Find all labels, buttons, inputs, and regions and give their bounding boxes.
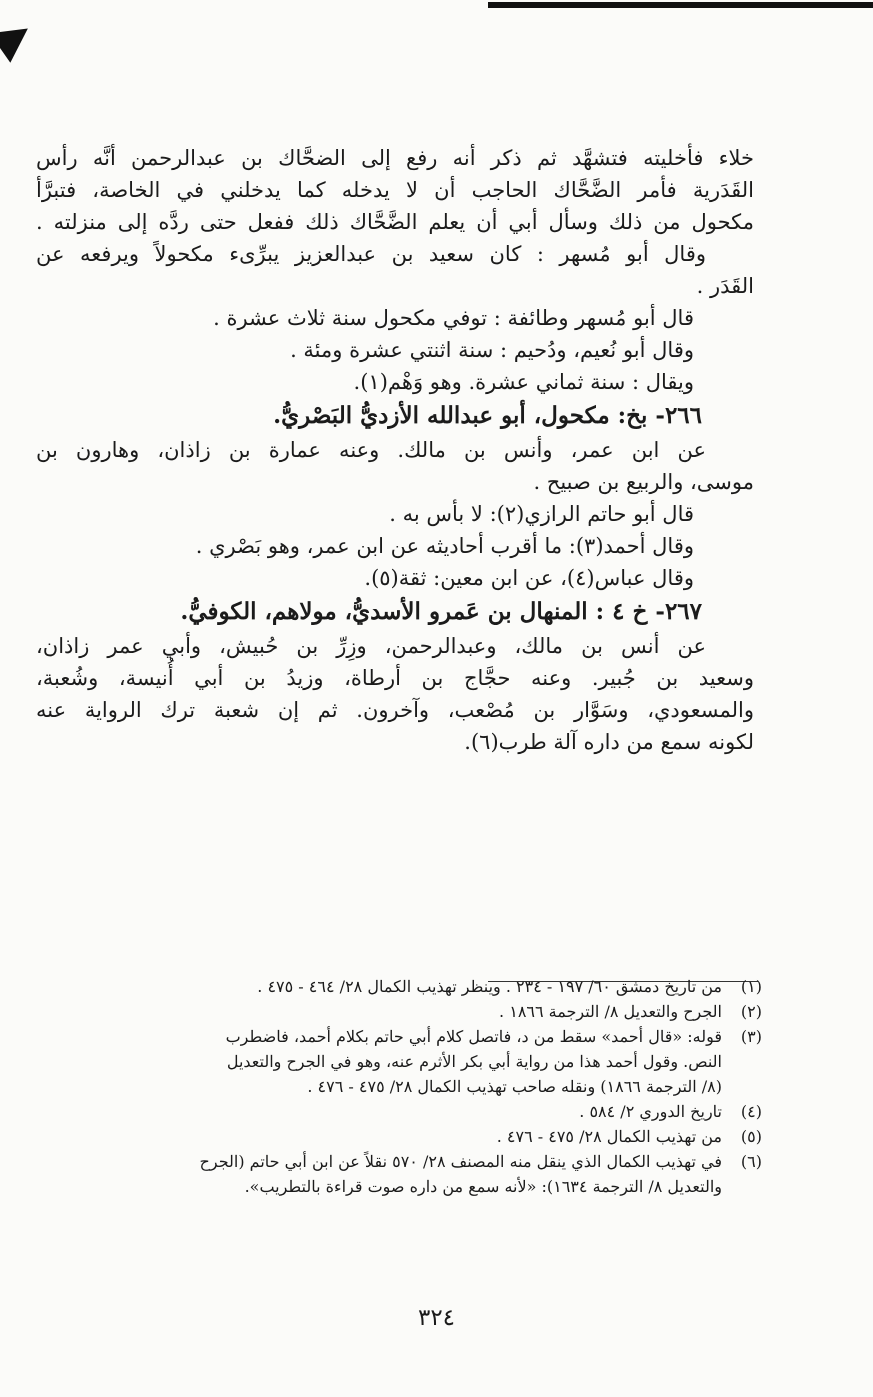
body-line: مكحول من ذلك وسأل أبي أن يعلم الضَّحَّاك ذلك ففعل حتى ردَّه إلى منزلته . — [36, 210, 754, 234]
footnote-line: من تاريخ دمشق ٦٠/ ١٩٧ - ٢٣٤ . وينظر تهذيب الكمال ٢٨/ ٤٦٤ - ٤٧٥ . — [257, 977, 722, 996]
footnotes — [40, 974, 762, 1199]
page-number: ٣٢٤ — [417, 1305, 456, 1331]
body-line: وقال أبو مُسهر : كان سعيد بن عبدالعزيز يبرِّىء مكحولاً ويرفعه عن — [36, 242, 706, 266]
entry-heading-266: ٢٦٦- بخ: مكحول، أبو عبدالله الأزديُّ البَصْريُّ. — [273, 402, 702, 429]
body-line: لكونه سمع من داره آلة طرب(٦). — [464, 730, 754, 754]
corner-mark — [0, 14, 38, 63]
footnote-number: (٥) — [740, 1127, 762, 1146]
body-line: قال أبو مُسهر وطائفة : توفي مكحول سنة ثلاث عشرة . — [213, 306, 694, 330]
footnote — [40, 974, 762, 999]
footnote-line: في تهذيب الكمال الذي ينقل منه المصنف ٢٨/ ٥٧٠ نقلاً عن ابن أبي حاتم (الجرح — [199, 1152, 722, 1171]
body-line: القَدَرية فأمر الضَّحَّاك الحاجب أن لا يدخله كما يدخلني في الخاصة، فتبرَّأ — [36, 178, 754, 202]
body-line: والمسعودي، وسَوَّار بن مُصْعب، وآخرون. ثم إن شعبة ترك الرواية عنه — [36, 698, 754, 722]
footnote-number: (٢) — [740, 1002, 762, 1021]
body-line: وقال أبو نُعيم، ودُحيم : سنة اثنتي عشرة ومئة . — [290, 338, 694, 362]
body-line: وسعيد بن جُبير. وعنه حجَّاج بن أرطاة، وزيدُ بن أبي أُنيسة، وشُعبة، — [36, 666, 754, 690]
body-line: القَدَر . — [696, 274, 754, 298]
body-line: خلاء فأخليته فتشهَّد ثم ذكر أنه رفع إلى الضحَّاك بن عبدالرحمن أنَّه رأس — [36, 146, 754, 170]
footnote — [40, 999, 762, 1024]
footnote-line: الجرح والتعديل ٨/ الترجمة ١٨٦٦ . — [499, 1002, 722, 1021]
body-line: عن أنس بن مالك، وعبدالرحمن، وزِرِّ بن حُبيش، وأبي عمر زاذان، — [36, 634, 706, 658]
footnote — [40, 1099, 762, 1124]
footnote-number: (٤) — [740, 1102, 762, 1121]
body-line: عن ابن عمر، وأنس بن مالك. وعنه عمارة بن زاذان، وهارون بن — [36, 438, 706, 462]
body-line: قال أبو حاتم الرازي(٢): لا بأس به . — [389, 502, 694, 526]
body-line: موسى، والربيع بن صبيح . — [533, 470, 754, 494]
page-body — [36, 142, 754, 758]
footnote-line: تاريخ الدوري ٢/ ٥٨٤ . — [579, 1102, 722, 1121]
footnote-line: قوله: «قال أحمد» سقط من د، فاتصل كلام أبي حاتم بكلام أحمد، فاضطرب — [225, 1027, 722, 1046]
footnote — [40, 1124, 762, 1149]
top-rule — [488, 2, 873, 8]
footnote-line: من تهذيب الكمال ٢٨/ ٤٧٥ - ٤٧٦ . — [496, 1127, 722, 1146]
footnote-line: والتعديل ٨/ الترجمة ١٦٣٤): «لأنه سمع من داره صوت قراءة بالتطريب». — [244, 1177, 722, 1196]
body-line: وقال أحمد(٣): ما أقرب أحاديثه عن ابن عمر، وهو بَصْري . — [195, 534, 694, 558]
footnote-number: (١) — [740, 977, 762, 996]
footnote-line: (٨/ الترجمة ١٨٦٦) ونقله صاحب تهذيب الكمال ٢٨/ ٤٧٥ - ٤٧٦ . — [307, 1077, 722, 1096]
footnote-number: (٦) — [740, 1152, 762, 1171]
footnote — [40, 1149, 762, 1199]
footnote-line: النص. وقول أحمد هذا من رواية أبي بكر الأثرم عنه، وهو في الجرح والتعديل — [226, 1052, 722, 1071]
footnote-number: (٣) — [740, 1027, 762, 1046]
footnote — [40, 1024, 762, 1099]
entry-heading-267: ٢٦٧- خ ٤ : المنهال بن عَمرو الأسديُّ، مولاهم، الكوفيُّ. — [180, 598, 702, 625]
body-line: وقال عباس(٤)، عن ابن معين: ثقة(٥). — [364, 566, 694, 590]
body-line: ويقال : سنة ثماني عشرة. وهو وَهْم(١). — [353, 370, 694, 394]
